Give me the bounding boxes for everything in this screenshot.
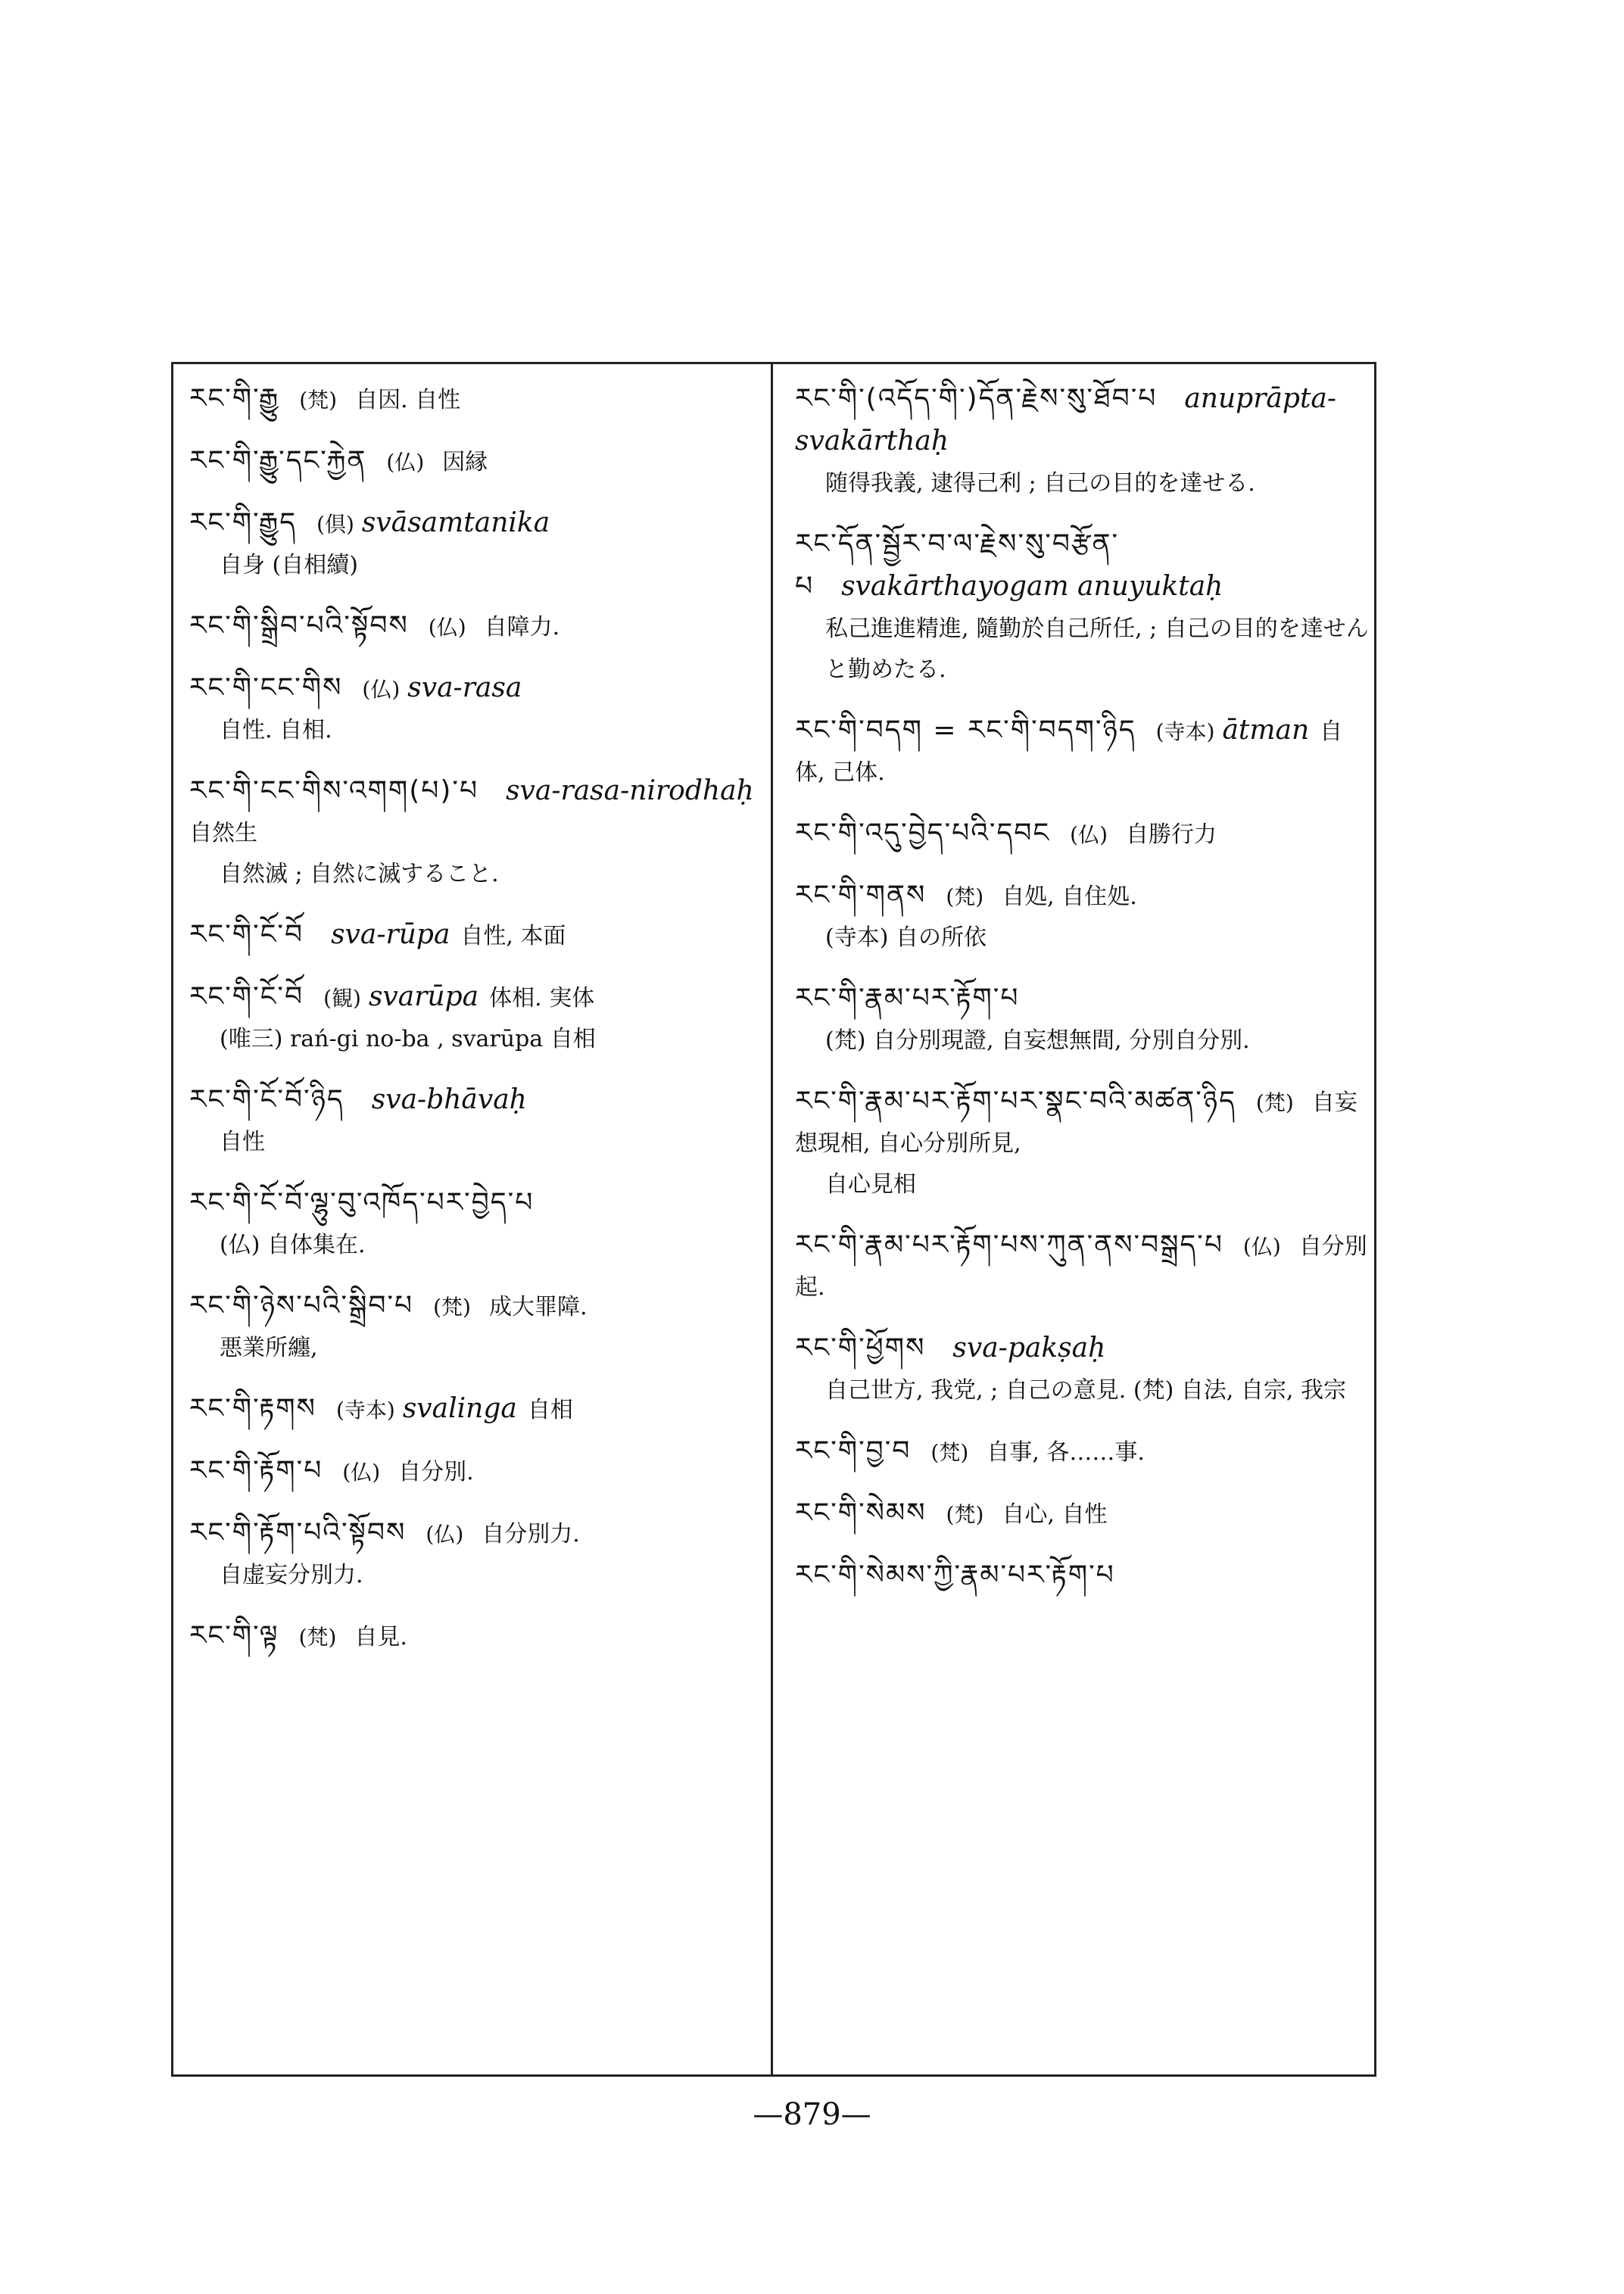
dictionary-entry: [189, 1451, 765, 1493]
source-tag: (寺本): [335, 1398, 395, 1423]
gloss-text: 自心, 自性: [1002, 1501, 1108, 1528]
gloss-text: 自勝行力: [1126, 821, 1217, 848]
source-tag: (仏): [1070, 822, 1108, 847]
tibetan-headword: རང་གི་རྒྱུ: [189, 383, 280, 414]
sanskrit-term: ātman: [1222, 715, 1310, 746]
sanskrit-term: sva-rasa-nirodhaḥ: [506, 775, 754, 806]
gloss-continuation: (寺本) 自の所依: [825, 924, 987, 951]
sanskrit-term: sva-rūpa: [331, 919, 450, 950]
page-number: —879—: [753, 2097, 871, 2132]
tibetan-headword: རང་གི་རྒྱུད: [189, 507, 298, 538]
dictionary-entry: [189, 1513, 765, 1596]
dictionary-entry: [795, 813, 1370, 856]
gloss-text: 自分別.: [398, 1459, 474, 1485]
sanskrit-term: svarūpa: [368, 981, 479, 1012]
tibetan-headword: རང་གི་སེམས: [795, 1498, 927, 1529]
gloss-text: 自妄想現相, 自心分別所見,: [795, 1089, 1357, 1157]
gloss-continuation: (梵) 自分別現證, 自妄想無間, 分別自分別.: [825, 1027, 1250, 1054]
tibetan-headword: རང་གི་ངོ་བོ: [189, 981, 304, 1012]
tibetan-headword: རང་གི་སེམས་ཀྱི་རྣམ་པར་རྟོག་པ: [795, 1560, 1115, 1591]
column-divider: [771, 362, 773, 2077]
source-tag: (寺本): [1155, 719, 1215, 744]
tibetan-headword: རང་གི་ངོ་བོ་ཉིད: [189, 1084, 344, 1115]
tibetan-headword: རང་གི་བྱ་བ: [795, 1435, 912, 1466]
gloss-text: 自然生: [189, 820, 257, 846]
tibetan-headword: རང་གི་རྟགས: [189, 1393, 316, 1424]
sanskrit-term: sva-rasa: [407, 672, 522, 703]
source-tag: (仏): [342, 1460, 381, 1485]
tibetan-headword: རང་གི་རྣམ་པར་རྟོག་པས་ཀུན་ནས་བསྒྲད་པ: [795, 1230, 1223, 1261]
tibetan-headword: རང་གི་རྣམ་པར་རྟོག་པར་སྣང་བའི་མཚན་ཉིད: [795, 1086, 1236, 1117]
gloss-text: 自体, 己体.: [795, 718, 1343, 786]
tibetan-headword: རང་གི་འདུ་བྱེད་པའི་དབང: [795, 818, 1051, 849]
dictionary-entry: [795, 875, 1370, 958]
dictionary-entry: [189, 977, 765, 1060]
dictionary-entry: [189, 1616, 765, 1658]
source-tag: (梵): [298, 1625, 337, 1650]
gloss-text: 自障力.: [484, 614, 560, 641]
tibetan-headword: རང་གི་བདག = རང་གི་བདག་ཉིད: [795, 715, 1136, 746]
gloss-continuation: 自心見相: [825, 1171, 916, 1198]
dictionary-entry: [795, 379, 1370, 504]
gloss-continuation: 私己進進精進, 隨勤於自己所任, ; 自己の目的を達せんと勤めたる.: [825, 616, 1369, 683]
gloss-continuation: 自身 (自相續): [220, 552, 358, 578]
sanskrit-term: sva-pakṣaḥ: [952, 1332, 1106, 1364]
source-tag: (梵): [1255, 1090, 1294, 1115]
dictionary-entry: [189, 441, 765, 483]
tibetan-headword: རང་གི་རྣམ་པར་རྟོག་པ: [795, 983, 1020, 1014]
source-tag: (梵): [299, 388, 338, 413]
tibetan-headword: རང་གི་ཉེས་པའི་སྒྲིབ་པ: [189, 1290, 414, 1321]
dictionary-entry: [795, 524, 1370, 690]
tibetan-headword: རང་གི་ངོ་བོ་ལྷུ་བུ་འཁོད་པར་བྱེད་པ: [189, 1187, 535, 1218]
dictionary-entry: [795, 710, 1370, 793]
gloss-text: 自事, 各……事.: [987, 1439, 1145, 1466]
dictionary-entry: [189, 668, 765, 751]
source-tag: (仏): [386, 450, 425, 475]
tibetan-headword: རང་དོན་སྦྱོར་བ་ལ་རྗེས་སུ་བརྩོན་པ: [795, 528, 1120, 602]
dictionary-entry: [189, 1183, 765, 1266]
dictionary-entry: [189, 1080, 765, 1163]
gloss-text: 自処, 自住処.: [1002, 884, 1137, 910]
right-column: [795, 379, 1370, 1617]
tibetan-headword: རང་གི་ལྟ: [189, 1620, 279, 1651]
dictionary-entry: [189, 771, 765, 895]
tibetan-headword: རང་གི་ཕྱོགས: [795, 1332, 926, 1364]
sanskrit-term: svalinga: [402, 1393, 517, 1424]
dictionary-entry: [795, 1081, 1370, 1205]
source-tag: (梵): [930, 1440, 969, 1465]
sanskrit-term: svāsamtanika: [361, 507, 550, 538]
dictionary-entry: [189, 1389, 765, 1431]
sanskrit-term: sva-bhāvaḥ: [371, 1084, 527, 1115]
dictionary-entry: [795, 1493, 1370, 1535]
tibetan-headword: རང་གི་ངང་གིས་འགག(པ)་པ: [189, 775, 479, 806]
gloss-continuation: 自己世方, 我党, ; 自己の意見. (梵) 自法, 自宗, 我宗: [825, 1377, 1346, 1404]
source-tag: (仏): [425, 1522, 464, 1547]
gloss-text: 自因. 自性: [355, 387, 461, 413]
gloss-continuation: (仏) 自体集在.: [220, 1232, 366, 1258]
dictionary-entry: [189, 379, 765, 421]
tibetan-headword: རང་གི་རྟོག་པའི་སྟོབས: [189, 1517, 407, 1548]
gloss-continuation: 随得我義, 逮得己利 ; 自己の目的を達せる.: [825, 470, 1255, 497]
dictionary-entry: [795, 978, 1370, 1061]
source-tag: (梵): [433, 1295, 471, 1320]
gloss-continuation: (唯三) rań-gi no-ba , svarūpa 自相: [220, 1026, 596, 1052]
tibetan-headword: རང་གི་གནས: [795, 880, 927, 911]
gloss-text: 自分別起.: [795, 1233, 1367, 1301]
dictionary-entry: [189, 915, 765, 957]
gloss-text: 自見.: [354, 1624, 407, 1650]
source-tag: (倶): [316, 512, 354, 537]
gloss-continuation: 自性. 自相.: [220, 717, 332, 743]
gloss-text: 因縁: [442, 449, 488, 475]
dictionary-entry: [189, 1286, 765, 1369]
tibetan-headword: རང་གི་(འདོད་གི་)དོན་རྗེས་སུ་ཐོབ་པ: [795, 383, 1158, 414]
dictionary-entry: [795, 1328, 1370, 1411]
tibetan-headword: རང་གི་རྒྱུ་དང་རྐྱེན: [189, 445, 367, 476]
dictionary-entry: [795, 1555, 1370, 1597]
source-tag: (仏): [1242, 1234, 1281, 1259]
source-tag: (梵): [946, 884, 984, 909]
dictionary-entry: [189, 503, 765, 586]
dictionary-entry: [795, 1431, 1370, 1473]
source-tag: (観): [323, 986, 361, 1011]
tibetan-headword: རང་གི་ངོ་བོ: [189, 919, 304, 950]
dictionary-entry: [189, 606, 765, 648]
gloss-continuation: 自虚妄分別力.: [220, 1562, 363, 1588]
source-tag: (仏): [428, 615, 466, 640]
gloss-continuation: 自性: [220, 1129, 265, 1155]
gloss-text: 自性, 本面: [460, 923, 566, 949]
gloss-text: 成大罪障.: [488, 1294, 588, 1320]
gloss-continuation: 悪業所纏,: [220, 1335, 318, 1361]
source-tag: (仏): [362, 677, 401, 702]
tibetan-headword: རང་གི་སྒྲིབ་པའི་སྟོབས: [189, 610, 409, 641]
sanskrit-term: anuprāpta-svakārthaḥ: [795, 383, 1337, 457]
gloss-text: 体相. 実体: [489, 985, 595, 1011]
gloss-text: 自相: [527, 1397, 573, 1423]
tibetan-headword: རང་གི་རྟོག་པ: [189, 1455, 323, 1486]
tibetan-headword: རང་གི་ངང་གིས: [189, 672, 343, 703]
sanskrit-term: svakārthayogam anuyuktaḥ: [841, 571, 1223, 602]
source-tag: (梵): [946, 1502, 984, 1527]
gloss-continuation: 自然滅 ; 自然に滅すること.: [220, 861, 499, 887]
left-column: [189, 379, 765, 1678]
gloss-text: 自分別力.: [482, 1521, 580, 1548]
dictionary-entry: [795, 1225, 1370, 1308]
